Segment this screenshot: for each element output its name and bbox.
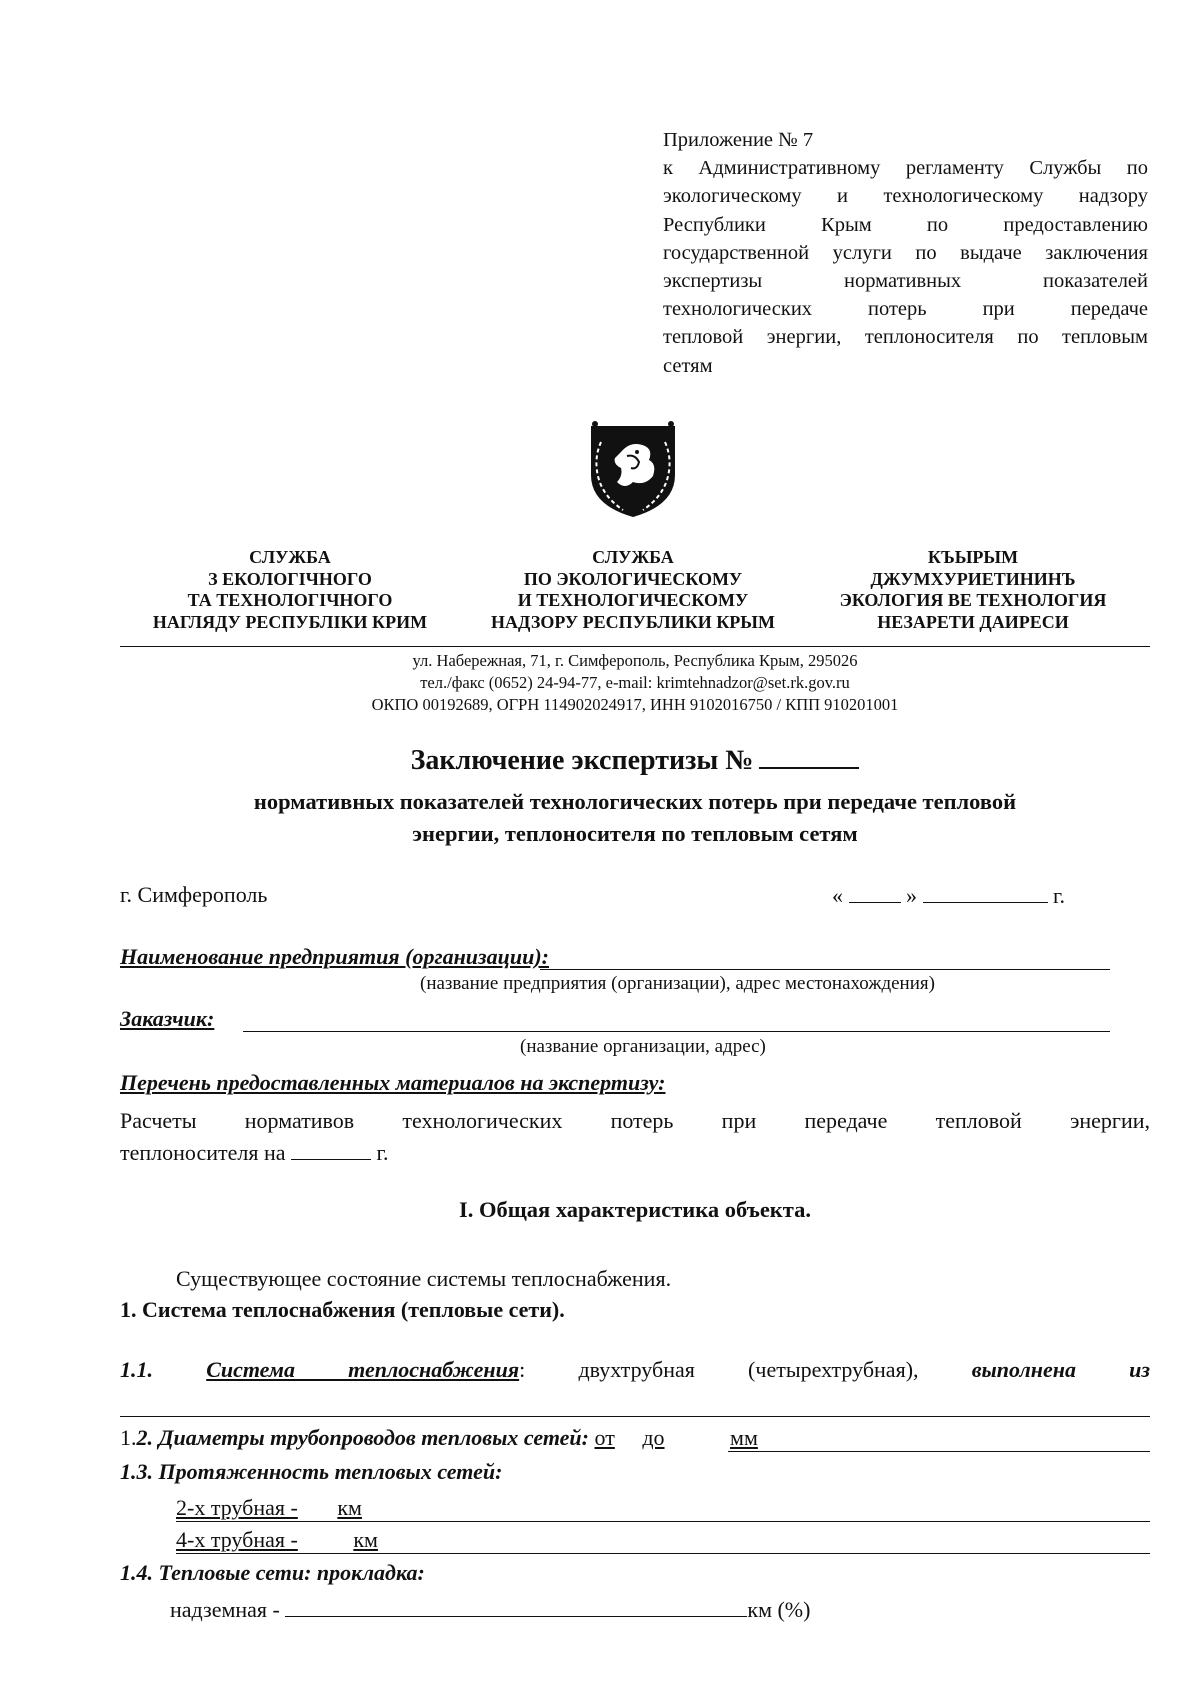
date-line (832, 882, 1065, 909)
appendix-line: государственной услуги по выдаче заключения (663, 241, 1148, 264)
item-number-b: 2. (136, 1425, 153, 1450)
above-ground-row (170, 1596, 810, 1623)
customer-field[interactable] (243, 1031, 1110, 1032)
org-header-russian (468, 547, 798, 633)
item-text: : двухтрубная (четырехтрубная), (519, 1357, 919, 1382)
unit-mm: мм (730, 1425, 758, 1450)
header-divider (120, 646, 1150, 647)
two-pipe-row (176, 1495, 362, 1521)
org-line: СЛУЖБА (592, 547, 674, 567)
unit-km-percent: км (%) (747, 1597, 811, 1622)
org-line: НАГЛЯДУ РЕСПУБЛІКИ КРИМ (152, 611, 428, 632)
customer-caption: (название организации, адрес) (520, 1036, 766, 1057)
appendix-block (663, 126, 1148, 380)
org-line: КЪЫРЫМ (927, 547, 1019, 567)
diameter-field[interactable] (728, 1451, 1150, 1452)
org-line: НАДЗОРУ РЕСПУБЛИКИ КРЫМ (491, 611, 775, 632)
materials-label (120, 1070, 665, 1096)
appendix-line: экспертизы нормативных показателей (663, 270, 1148, 293)
item-tail: выполнена из (971, 1357, 1150, 1382)
contact-phone-email: тел./факс (0652) 24-94-77, e-mail: krimtehnadzor@set.rk.gov.ru (420, 673, 850, 692)
appendix-line: к Административному регламенту Службы по (663, 157, 1148, 180)
year-blank[interactable] (291, 1139, 371, 1160)
appendix-line: тепловой энергии, теплоносителя по тепловым (663, 326, 1148, 349)
document-subtitle (120, 786, 1150, 850)
materials-label-text: Перечень предоставленных материалов на экспертизу: (120, 1070, 666, 1095)
appendix-line: сетям (663, 354, 713, 377)
appendix-line: экологическому и технологическому надзору (663, 185, 1148, 208)
appendix-title: Приложение № 7 (663, 129, 814, 151)
enterprise-caption: (название предприятия (организации), адрес местонахождения) (420, 973, 935, 994)
materials-line-end: г. (376, 1140, 389, 1165)
enterprise-field[interactable] (540, 969, 1110, 970)
unit-km: км (353, 1527, 378, 1552)
appendix-line: Республики Крым по предоставлению (663, 213, 1148, 236)
city: г. Симферополь (120, 882, 268, 907)
unit-km: км (337, 1495, 362, 1520)
appendix-line: технологических потерь при передаче (663, 298, 1148, 321)
org-line: ЭКОЛОГИЯ ВЕ ТЕХНОЛОГИЯ (839, 590, 1107, 610)
date-quote-open: « (832, 883, 843, 908)
materials-text (120, 1105, 1150, 1169)
day-blank[interactable] (849, 882, 901, 903)
subtitle-line: нормативных показателей технологических потерь при передаче тепловой (253, 789, 1017, 814)
customer-label-text: Заказчик: (120, 1006, 215, 1031)
document-title (120, 745, 1150, 777)
two-pipe-label: 2-х трубная - (176, 1495, 298, 1520)
item-1-2 (120, 1425, 758, 1451)
contact-address: ул. Набережная, 71, г. Симферополь, Республика Крым, 295026 (412, 651, 858, 670)
enterprise-label-text: Наименование предприятия (организации): (120, 944, 549, 969)
org-line: ДЖУМХУРИЕТИНИНЪ (870, 568, 1076, 589)
org-line: И ТЕХНОЛОГИЧЕСКОМУ (517, 590, 749, 610)
heating-system-heading: 1. Система теплоснабжения (тепловые сети). (120, 1297, 565, 1322)
contacts-block (120, 650, 1150, 716)
from-label: от (594, 1425, 615, 1450)
customer-label (120, 1006, 214, 1032)
section-title: I. Общая характеристика объекта. (459, 1197, 811, 1222)
contact-registry-codes: ОКПО 00192689, ОГРН 114902024917, ИНН 9102016750 / КПП 910201001 (371, 695, 899, 714)
materials-line: Расчеты нормативов технологических потерь при передаче тепловой энергии, (120, 1108, 1150, 1133)
subtitle-line: энергии, теплоносителя по тепловым сетям (412, 821, 858, 846)
org-line: ПО ЭКОЛОГИЧЕСКОМУ (523, 568, 743, 589)
date-quote-close: » (906, 883, 917, 908)
org-line: ТА ТЕХНОЛОГІЧНОГО (187, 590, 393, 610)
org-line: СЛУЖБА (249, 547, 331, 567)
org-line: З ЕКОЛОГІЧНОГО (208, 568, 372, 589)
item-label: Диаметры трубопроводов тепловых сетей: (158, 1425, 589, 1450)
four-pipe-row (176, 1527, 378, 1553)
material-field[interactable] (120, 1416, 1150, 1417)
org-line: НЕЗАРЕТИ ДАИРЕСИ (877, 611, 1069, 632)
enterprise-label (120, 944, 549, 970)
month-blank[interactable] (923, 882, 1048, 903)
item-number-a: 1. (120, 1425, 137, 1450)
org-header-ukrainian (120, 547, 460, 633)
four-pipe-field[interactable] (176, 1553, 1150, 1554)
materials-line-start: теплоносителя на (120, 1140, 286, 1165)
above-ground-field[interactable] (285, 1596, 747, 1617)
item-1-4: 1.4. Тепловые сети: прокладка: (120, 1560, 425, 1585)
item-number: 1.1. (120, 1357, 153, 1382)
above-ground-label: надземная - (170, 1597, 280, 1622)
year-suffix: г. (1053, 883, 1066, 908)
two-pipe-field[interactable] (176, 1521, 1150, 1522)
title-text: Заключение экспертизы № (410, 745, 754, 776)
four-pipe-label: 4-х трубная - (176, 1527, 298, 1552)
item-label: Система теплоснабжения (206, 1357, 520, 1382)
current-state: Существующее состояние системы теплоснабжения. (176, 1266, 672, 1291)
to-label: до (642, 1425, 665, 1450)
item-1-3: 1.3. Протяженность тепловых сетей: (120, 1459, 503, 1484)
number-blank[interactable] (759, 745, 859, 769)
item-1-1 (120, 1357, 1150, 1383)
coat-of-arms-icon (583, 420, 683, 520)
org-header-crimean-tatar (803, 547, 1143, 633)
